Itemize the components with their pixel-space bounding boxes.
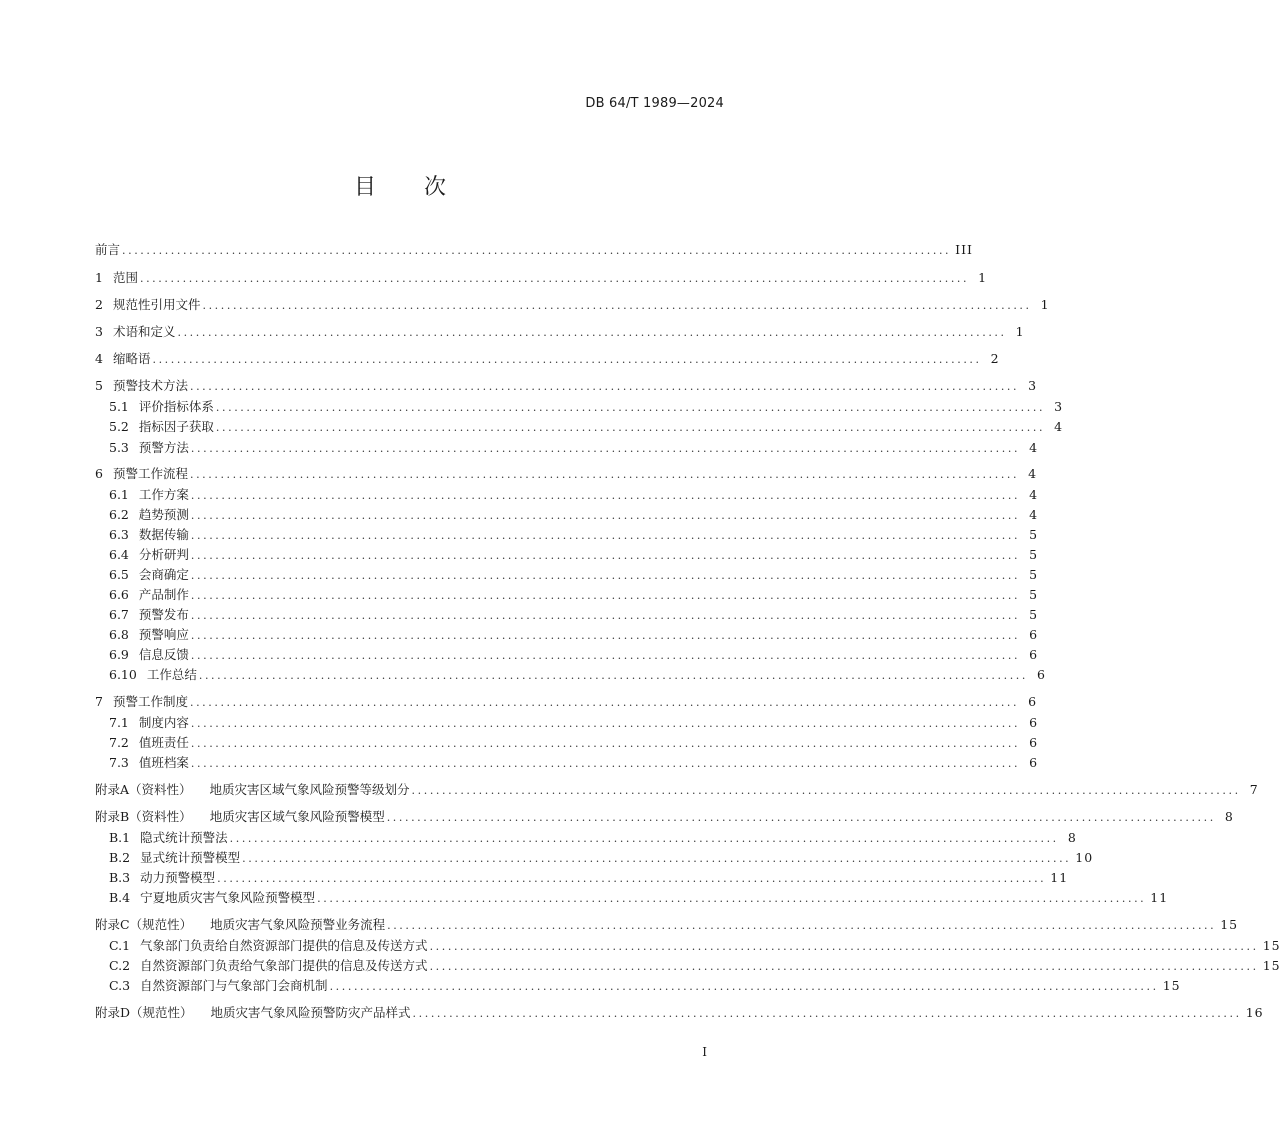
toc-label: 指标因子获取 (138, 419, 214, 434)
toc-number: C.3 (109, 978, 131, 993)
toc-page: 4 (1028, 466, 1038, 481)
toc-number: 附录C（规范性） (95, 917, 193, 932)
toc-label: 预警技术方法 (112, 378, 188, 393)
page-title (0, 170, 800, 201)
toc-number: B.4 (109, 890, 131, 905)
toc-leader: ........................................................................................................................................ (177, 326, 1007, 339)
toc-entry-2[interactable] (95, 295, 1050, 315)
toc-page: 4 (1029, 440, 1039, 455)
toc-number: B.3 (109, 870, 131, 885)
toc-leader: ........................................................................................................................................ (190, 489, 1021, 502)
toc-page: 10 (1075, 850, 1094, 865)
toc-entry-1[interactable] (95, 268, 988, 288)
toc-page: 6 (1029, 735, 1039, 750)
toc-entry-b-4[interactable] (109, 888, 1169, 908)
toc-entry-6-10[interactable] (109, 665, 1046, 685)
toc-leader: ........................................................................................................................................ (190, 717, 1021, 730)
toc-number: 6.6 (109, 587, 129, 602)
toc-page: 6 (1037, 667, 1046, 682)
toc-label: 数据传输 (138, 527, 189, 542)
toc-label: 分析研判 (138, 547, 189, 562)
toc-label: 预警工作制度 (112, 694, 188, 709)
toc-label: 术语和定义 (112, 324, 176, 339)
toc-page: 6 (1029, 755, 1039, 770)
toc-number: 6.7 (109, 607, 129, 622)
toc-label: 信息反馈 (138, 647, 189, 662)
toc-leader: ........................................................................................................................................ (217, 872, 1047, 885)
toc-label: 宁夏地质灾害气象风险预警模型 (140, 890, 316, 905)
toc-entry-appendix-c[interactable] (95, 915, 1239, 935)
toc-leader: ........................................................................................................................................ (215, 401, 1046, 414)
toc-number: 6.2 (109, 507, 129, 522)
toc-label: 预警工作流程 (112, 466, 188, 481)
toc-page: 6 (1028, 694, 1038, 709)
toc-page: 1 (1040, 297, 1050, 312)
toc-leader: ........................................................................................................................................ (190, 509, 1021, 522)
toc-leader: ........................................................................................................................................ (189, 380, 1020, 393)
toc-label: 规范性引用文件 (112, 297, 201, 312)
toc-leader: ........................................................................................................................................ (386, 811, 1216, 824)
toc-leader: ........................................................................................................................................ (202, 299, 1032, 312)
toc-label: 地质灾害气象风险预警业务流程 (210, 917, 386, 932)
toc-page: 7 (1249, 782, 1259, 797)
toc-leader: ........................................................................................................................................ (190, 529, 1021, 542)
toc-number: 5.3 (109, 440, 129, 455)
toc-entry-c-3[interactable] (109, 976, 1181, 996)
toc-entry-foreword[interactable] (95, 240, 973, 260)
toc-leader: ........................................................................................................................................ (317, 892, 1147, 905)
toc-page: 3 (1054, 399, 1064, 414)
toc-leader: ........................................................................................................................................ (215, 421, 1046, 434)
toc-label: 趋势预测 (138, 507, 189, 522)
toc-page: 5 (1029, 547, 1039, 562)
toc-page: 4 (1029, 507, 1039, 522)
toc-page: 5 (1029, 527, 1039, 542)
toc-page: 1 (978, 270, 988, 285)
toc-number: C.1 (109, 938, 131, 953)
toc-number: 5.1 (109, 399, 129, 414)
toc-number: 6.3 (109, 527, 129, 542)
toc-page: III (955, 242, 973, 257)
toc-number: C.2 (109, 958, 131, 973)
toc-number: 5 (95, 378, 103, 393)
toc-label: 缩略语 (112, 351, 151, 366)
toc-number: 6 (95, 466, 103, 481)
toc-number: 7.2 (109, 735, 129, 750)
toc-entry-6-2[interactable] (109, 505, 1039, 525)
toc-entry-7-1[interactable] (109, 713, 1039, 733)
toc-label: 自然资源部门与气象部门会商机制 (140, 978, 328, 993)
toc-entry-c-1[interactable] (109, 936, 1281, 956)
toc-entry-c-2[interactable] (109, 956, 1281, 976)
toc-label: 气象部门负责给自然资源部门提供的信息及传送方式 (140, 938, 428, 953)
toc-label: 制度内容 (138, 715, 189, 730)
toc-entry-5[interactable] (95, 376, 1038, 396)
toc-leader: ........................................................................................................................................ (190, 589, 1021, 602)
toc-page: 8 (1224, 809, 1234, 824)
toc-page: 4 (1054, 419, 1064, 434)
page-number: I (702, 1045, 707, 1059)
toc-entry-6-1[interactable] (109, 485, 1039, 505)
toc-number: 6.1 (109, 487, 129, 502)
toc-entry-7-2[interactable] (109, 733, 1039, 753)
toc-entry-appendix-d[interactable] (95, 1003, 1264, 1023)
toc-entry-6[interactable] (95, 464, 1038, 484)
toc-page: 15 (1220, 917, 1239, 932)
toc-leader: ........................................................................................................................................ (242, 852, 1072, 865)
toc-number: 1 (95, 270, 103, 285)
toc-number: 附录A（资料性） (95, 782, 192, 797)
toc-leader: ........................................................................................................................................ (189, 696, 1020, 709)
toc-entry-b-3[interactable] (109, 868, 1069, 888)
toc-leader: ........................................................................................................................................ (190, 629, 1021, 642)
toc-leader: ........................................................................................................................................ (189, 468, 1020, 481)
toc-number: 6.8 (109, 627, 129, 642)
toc-label: 前言 (95, 242, 121, 257)
toc-entry-6-3[interactable] (109, 525, 1039, 545)
toc-page: 5 (1029, 607, 1039, 622)
toc-entry-b-2[interactable] (109, 848, 1094, 868)
toc-entry-appendix-b[interactable] (95, 807, 1234, 827)
toc-entry-6-4[interactable] (109, 545, 1039, 565)
toc-page: 8 (1067, 830, 1077, 845)
toc-label: 评价指标体系 (138, 399, 214, 414)
toc-leader: ........................................................................................................................................ (152, 353, 982, 366)
toc-number: 6.4 (109, 547, 129, 562)
toc-entry-6-8[interactable] (109, 625, 1039, 645)
toc-page: 2 (990, 351, 1000, 366)
toc-number: 6.5 (109, 567, 129, 582)
toc-entry-3[interactable] (95, 322, 1025, 342)
toc-leader: ........................................................................................................................................ (139, 272, 970, 285)
toc-leader: ........................................................................................................................................ (411, 784, 1241, 797)
toc-label: 预警方法 (138, 440, 189, 455)
toc-label: 会商确定 (138, 567, 189, 582)
toc-entry-6-9[interactable] (109, 645, 1039, 665)
toc-leader: ........................................................................................................................................ (429, 960, 1259, 973)
toc-label: 预警响应 (138, 627, 189, 642)
toc-page: 6 (1029, 627, 1039, 642)
toc-number: 2 (95, 297, 103, 312)
toc-label: 地质灾害区域气象风险预警模型 (209, 809, 385, 824)
toc-page: 15 (1262, 938, 1281, 953)
toc-label: 自然资源部门负责给气象部门提供的信息及传送方式 (140, 958, 428, 973)
toc-entry-4[interactable] (95, 349, 1000, 369)
toc-number: 6.9 (109, 647, 129, 662)
toc-number: 7 (95, 694, 103, 709)
toc-label: 值班责任 (138, 735, 189, 750)
toc-leader: ........................................................................................................................................ (122, 244, 952, 257)
toc-entry-7-3[interactable] (109, 753, 1039, 773)
toc-leader: ........................................................................................................................................ (429, 940, 1259, 953)
toc-number: B.1 (109, 830, 131, 845)
toc-number: 7.3 (109, 755, 129, 770)
toc-page: 6 (1029, 647, 1039, 662)
toc-page: 15 (1262, 958, 1281, 973)
toc-label: 范围 (112, 270, 138, 285)
toc-page: 5 (1029, 587, 1039, 602)
toc-number: 附录D（规范性） (95, 1005, 193, 1020)
toc-page: 5 (1029, 567, 1039, 582)
toc-page: 16 (1245, 1005, 1264, 1020)
toc-leader: ........................................................................................................................................ (190, 737, 1021, 750)
toc-entry-appendix-a[interactable] (95, 780, 1259, 800)
toc-number: 3 (95, 324, 103, 339)
toc-entry-5-3[interactable] (109, 438, 1039, 458)
toc-entry-5-2[interactable] (109, 417, 1064, 437)
toc-page: 11 (1150, 890, 1169, 905)
toc-label: 值班档案 (138, 755, 189, 770)
toc-number: 4 (95, 351, 103, 366)
toc-leader: ........................................................................................................................................ (190, 609, 1021, 622)
toc-label: 工作方案 (138, 487, 189, 502)
toc-entry-b-1[interactable] (109, 828, 1077, 848)
toc-label: 地质灾害区域气象风险预警等级划分 (209, 782, 410, 797)
toc-page: 1 (1015, 324, 1025, 339)
toc-number: 6.10 (109, 667, 137, 682)
toc-leader: ........................................................................................................................................ (190, 569, 1021, 582)
toc-leader: ........................................................................................................................................ (190, 549, 1021, 562)
title-char-1: 目 (353, 175, 376, 200)
toc-label: 预警发布 (138, 607, 189, 622)
toc-number: B.2 (109, 850, 131, 865)
title-char-2: 次 (424, 175, 447, 200)
toc-page: 6 (1029, 715, 1039, 730)
toc-leader: ........................................................................................................................................ (190, 442, 1021, 455)
toc-leader: ........................................................................................................................................ (329, 980, 1159, 993)
toc-label: 地质灾害气象风险预警防灾产品样式 (210, 1005, 411, 1020)
toc-entry-6-7[interactable] (109, 605, 1039, 625)
toc-entry-6-6[interactable] (109, 585, 1039, 605)
toc-label: 动力预警模型 (140, 870, 216, 885)
toc-page: 3 (1028, 378, 1038, 393)
toc-page: 15 (1162, 978, 1181, 993)
toc-label: 工作总结 (146, 667, 197, 682)
toc-page: 11 (1050, 870, 1069, 885)
toc-label: 隐式统计预警法 (140, 830, 228, 845)
toc-entry-5-1[interactable] (109, 397, 1064, 417)
toc-leader: ........................................................................................................................................ (387, 919, 1217, 932)
toc-entry-6-5[interactable] (109, 565, 1039, 585)
toc-number: 附录B（资料性） (95, 809, 192, 824)
toc-leader: ........................................................................................................................................ (190, 757, 1021, 770)
toc-leader: ........................................................................................................................................ (198, 669, 1028, 682)
toc-number: 5.2 (109, 419, 129, 434)
toc-number: 7.1 (109, 715, 129, 730)
toc-entry-7[interactable] (95, 692, 1038, 712)
toc-leader: ........................................................................................................................................ (412, 1007, 1242, 1020)
document-code: DB 64/T 1989—2024 (585, 96, 724, 111)
toc-label: 产品制作 (138, 587, 189, 602)
toc-label: 显式统计预警模型 (140, 850, 241, 865)
toc-leader: ........................................................................................................................................ (229, 832, 1059, 845)
toc-page: 4 (1029, 487, 1039, 502)
toc-leader: ........................................................................................................................................ (190, 649, 1021, 662)
